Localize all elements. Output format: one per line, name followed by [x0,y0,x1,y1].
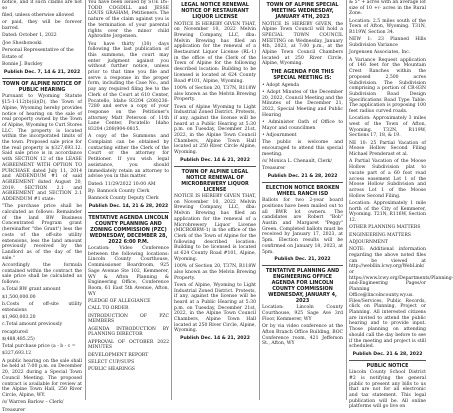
publish-dates: Publish Dec. 7, 14 & 21, 2022 [3,70,81,76]
notice-line: Estate of [2,55,23,61]
notice-body: NOTICE IS HEREBY GIVEN THAT, on November 10, 2022 Melvin Brewing Company, LLC, dba: Melvin Brewing has filed an application for the renewal of a Microbrewery Liquor License (MICROBRW-1) in the office of the Clerk of the Town of Alpine for the following described location: Building to be licensed is located at 624 County Road #101, Alpine, Wyoming. [174,194,256,262]
notice-line: Dated: October 1, 2022 [2,33,57,39]
agenda-item: ENGINEERING MATTERS [349,232,411,238]
agenda-item: APPROVAL OF OCTOBER 2022 MINUTES [88,339,169,351]
notice-separator [262,265,343,266]
notice-body: 100% of Section 20, T37N, R118W also known as the Melvin Brewing Property. [174,85,256,103]
agenda-item: ADJOURNMENT [349,239,389,245]
column-rule [259,0,260,400]
notice-body: Jorgensen Associates, Inc. [349,50,411,56]
calc-line: Total purchase price (a - b - c = [2,344,76,350]
notice-body: You have thirty (30) days following the last publication of this summons, the court may enter judgment against you without further notice, unless prior to that time you file and serve a response in the proper form, including the Case No., and pay any required filing fee to the Clerk of the Court at 610 Center, Pocatello, Idaho 83204 (208)236-7280 and serve a copy of your response on the Petitioner's attorney Matt Peterson of 11th Lane Center, Pocatello Idaho 83204 (208)904-0815. [88,41,169,133]
notice-body: Lincoln County School District #2 is notifying the general public to present any bills to us that are not for all electronic and tax statement. This legal publication will be. All online platforms will go live on [349,370,426,410]
agenda-item: • Administer Oath of Office to Mayor and councilmen [262,120,343,131]
publish-dates: Publish Dec. 21 & 28, 2022 [352,351,423,357]
publish-dates: Publish Dec. 21, 2022 [274,257,331,263]
notice-heading: TOWN OF ALPINE LEGAL NOTICE RENEWAL OF MICROBREWERY LIQUOR LICENSE [181,168,249,193]
notice-line: Bonnie J. Buckley [2,62,43,68]
publish-dates: Publish Dec. 14 & 21, 2022 [180,336,250,342]
notice-body: Town of Alpine, Wyoming to Light Industrial Zoned District. Protests, if any, against the license will be heard at a Public Hearing at 5:30 p.m. on Tuesday, December 21st, 2022, in the Alpine Town Council Chambers, Alpine Town Hall located at 250 River Circle, Alpine, Wyoming. [174,282,256,334]
notice-line: or paid, they will be forever barred. [2,20,82,31]
notice-body: NOTE: Additional information regarding the above noted files can be viewed at http://webllin.lcwy.org/WebLink/ or https://www.lcwy.org/Departments/Planning-and-Engineering Pages/or Planning Office@lincolncounty.wy.us. Files/Services, Public Records, click on Planning, Project or Planning. All interested citizens are invited to attend the public hearing and to provide input. Those planning on attending should call the day before to see if the meeting and project is still scheduled. [349,247,453,350]
column-2 [88,0,169,400]
notice-body: Location: Approximately 3 miles west of the Town of Afton, Wyoming. T32N, R119W, Sections 17, 18, & 19. [349,116,426,139]
notice-body: Location: Approximately 1 mile north of the City of Kemmerer, Wyoming. T21N, R116W, Section 12. [349,200,426,224]
notice-body: "The purchase price shall be calculated as follows: Remainder of the land BW Business Concentrated Program grant (hereinafter "the Grant") less the costs of the off-site utility extensions, less the land amount previously received by the Landlord as of the day of the sale." [2,204,82,261]
notice-body: NE 10: 25 Partial Vacation of Moose Hollow Second Filing Michael Prenderast et al. [349,140,426,158]
notice-line: /Joe Shoshonoski [2,40,42,46]
notice-body: NOTICE IS HEREBY GIVEN, the Alpine Town Council will hold a SPECIAL TOWN COUNCIL MEETING on Wednesday, January 4th, 2023, at 7:00 p.m., at the Alpine Town Council Chambers located at 250 River Circle, Alpine, Wyoming. [262,21,343,67]
clerk-line: Bannock County Deputy Clerk [88,196,159,202]
notice-separator [88,212,169,213]
agenda-item: AGENDA INTRODUCTION BY PLANNING DIRECTOR [88,326,169,338]
notice-line: filed, unless otherwise allowed [2,13,74,18]
notice-body: & 5° + acres with an average lot size of 10 +/- acres in the Rural Zone. [349,0,426,17]
dated-line: Dated: 11/29/2022 10:00 AM [88,181,156,187]
notice-body: A Variance Request application of 146 feet for the Mountain Crest Ranches within the proposed 2,500 acres Subdivision. The Subdivision comprising a portion of CR-83N Subdivision Road Design Specifications Road Type Table. The application is proposing 100 feet radius curved roads. [349,57,426,115]
notice-body: Pursuant to Wyoming Statute §15-1-112(b)(ii)(D), the Town of Alpine, Wyoming hereby provides notice of hearing on the sale of real property owned by the Town of Alpine, Wyoming to Curt Stores LLC. The property is located within the incorporated limits of the town. Proposed sale price for the real property is $327,693.12. Said sale price is in accordance with SECTION 12 of the LEASE AGREEMENT WITH OPTION TO PURCHASE dated July 11, 2014 and ADDENDUM #1 of said AGREEMENT dated August 20, 2019. SECTION 2.1 and AGREEMENT and SECTION 2.1 ADDENDUM #1 state: [2,94,82,203]
notice-separator [349,360,426,361]
notice-body: NOTICE IS HEREBY GIVEN THAT, on November 10, 2022 Melvin Brewing Company, LLC, dba: Melvin Brewing has filed an application for the renewal of a Restaurant Liquor License (RL-1) in the office of the Clerk of the Town of Alpine for the following described location: Building to be licensed is located at 624 County Road #101, Alpine, Wyoming. [174,21,256,84]
column-rule [171,0,172,400]
calc-line: $1,500,000.00 [2,294,36,300]
agenda-item: • Adopt Minutes of the December 20, 2022, Council Meeting and the Minutes of the December 21, 2022, Special Meeting and Public Hearing [262,89,343,118]
agenda-item: DEVELOPMENT REPORT [88,352,149,358]
agenda-item: • Adopt Agenda [262,82,300,88]
notice-heading: LEGAL NOTICE RENEWAL NOTICE OF RESTAURANT LIQUOR LICENSE [181,2,249,20]
column-5 [349,0,453,410]
column-3 [174,0,256,400]
publish-dates: Publish Dec. 14 & 21, 2022 [180,157,250,163]
notice-separator [2,78,82,79]
agenda-item: PLEDGE OF ALLEGIANCE [88,299,151,304]
column-4 [262,0,343,400]
signature-line: Treasurer [2,407,26,413]
calc-line: b.Costs of off-site utility extensions [2,301,82,313]
notice-body: Accordingly the formula contained within the contract the sale price shall be calculated as follows: [2,262,82,286]
agenda-item: CALL TO ORDER [88,306,129,312]
agenda-item: • Adjournment [262,133,297,139]
calc-line: $(488,485.25) [2,336,35,342]
agenda-item: INTRODUCTION OF PZC MEMBERS [88,313,169,325]
notice-heading: TENTATIVE AGENDA LINCOLN COUNTY PLANNING AND ZONING COMMISSION (PZC) WEDNESDAY, DECEMBER 28, 2022 6:00 P.M. [88,214,169,245]
calc-line: a.Total BW grant amount [2,287,61,293]
clerk-line: By: Bannock County Clerk [88,188,150,194]
publish-dates: Publish Dec. 21 & 28, 2022 [267,174,338,180]
notice-line: notice, and if such claims are not so [2,0,82,11]
notice-body: You have been issued by SUE DS-TODD COGDILL and JESSE LOUIS GRAHAM, Petitioners. The nature of the claim against you is the termination of your parental rights over the minor child Aphrodite Jorgensen. [88,0,169,40]
publish-dates: Publish Dec. 14, 21 & 28, 2022 [88,203,169,209]
notice-body: Town of Alpine Wyoming to Light Industrial Zoned District. Protests, if any, against the license will be heard at a Public Hearing at 5:30 p.m. on Tuesday, December 21st, 2022, in the Alpine Town Council Chambers, Alpine Town Hall located at 250 River Circle Alpine, Wyoming. [174,104,256,156]
notice-heading: TENTATIVE PLANNING AND ENGINEERING OFFICE AGENDA FOR LINCOLN COUNTY COMMISSION WEDNESDAY, JANUARY 4, 2023 [265,267,340,304]
notice-body: Location: Video Conference between the following locations: Lincoln County Courthouse, Commissioner Boardroom, 925 Sage Avenue Ste 102, Kemmerer, WY & Afton Planning & Engineering Office, Conference Room, 61 East 5th Avenue, Afton, WY [88,246,169,297]
notice-heading: TOWN OF ALPINE NOTICE OF PUBLIC HEARING [2,80,82,93]
signature-line: Treasurer [262,166,286,172]
calc-line: $327,693.12 [2,351,32,357]
notice-body: Ballots for two 2-year board positions have been mailed out to all BWR lot owners. The candidates are Robert "Bob" Austin and Margaret "Peggy" Green. Completed ballots must be received by January 17, 2023, at 5pm. Election results will be confirmed on January 18, 2023, at 5pm. [262,198,343,255]
agenda-item: OTHER PLANNING MATTERS [349,225,421,231]
notice-heading: ELECTION NOTICE BROKEN WHEEL RANCH ISD [265,184,340,197]
notice-body: NEW 1: 23 Planned Hills Subdivision Variance [349,37,426,49]
column-1 [2,0,82,413]
agenda-item: SELECT CUP/SUPS [88,359,135,365]
notice-subheading: THE AGENDA FOR THIS SPECIAL MEETING IS: [271,69,334,82]
agenda-item: PUBLIC HEARINGS [88,367,135,373]
notice-heading: PUBLIC NOTICE [366,362,409,369]
notice-body: Location: 2.5 miles south of the Town of Afton, Wyoming. T31N, R119W, Section 34. [349,18,426,36]
notice-body: A public hearing on the sale shall be held at 7:00 p.m. on December 20, 2022 during a Special Town Council Meeting. The proposed contract is available for review at the Alpine Town Hall, 250 River Circle, Alpine, WY. [2,358,82,398]
notice-body: 100% of Section 20, T37N, R118W also known as the Melvin Brewing Property. [174,264,256,281]
calc-line: $1,960,003.20 [2,314,36,320]
column-rule [85,0,86,400]
notice-separator [262,182,343,183]
column-rule [346,0,347,400]
signature-line: /s/ Warren Barlow – Clerk/ [2,400,64,406]
calc-line: c.Total amount previously [2,322,63,328]
notice-separator [174,166,256,167]
notice-body: The public is welcome and encouraged to attend this special meeting. [262,140,343,157]
signature-line: /s/ Monica L. Chenault, Clerk/ [262,159,332,165]
notice-heading: TOWN OF ALPINE SPECIAL MEETING WEDNESDAY, JANUARY 4TH, 2023 [266,2,339,20]
notice-body: Or by via video conference at the Afton Branch Office Building, BOC Conference room, 421 Jefferson St., Afton, WY [262,324,343,347]
notice-body: Location: Lincoln County Courthouse, 925 Sage Ave 3rd Floor, Kemmerer, WY [262,305,343,322]
notice-line: Personal Representative of the [2,47,74,53]
calc-line: recaptured [2,329,28,335]
notice-body: A Partial Vacation of the Moose Hollow Subdivision plat to vacate part of a 60 foot road access easement Lot 1 of the Moose Hollow Subdivision and across Lot 1 of the Moose Hollow Second Filing. [349,159,426,199]
notice-body: A copy of the Summons and Complaint can be obtained by contacting either the Clerk of the Court or the attorney for Petitioner. If you wish legal assistance, you should immediately retain an attorney to advise you in this matter. [88,134,169,180]
